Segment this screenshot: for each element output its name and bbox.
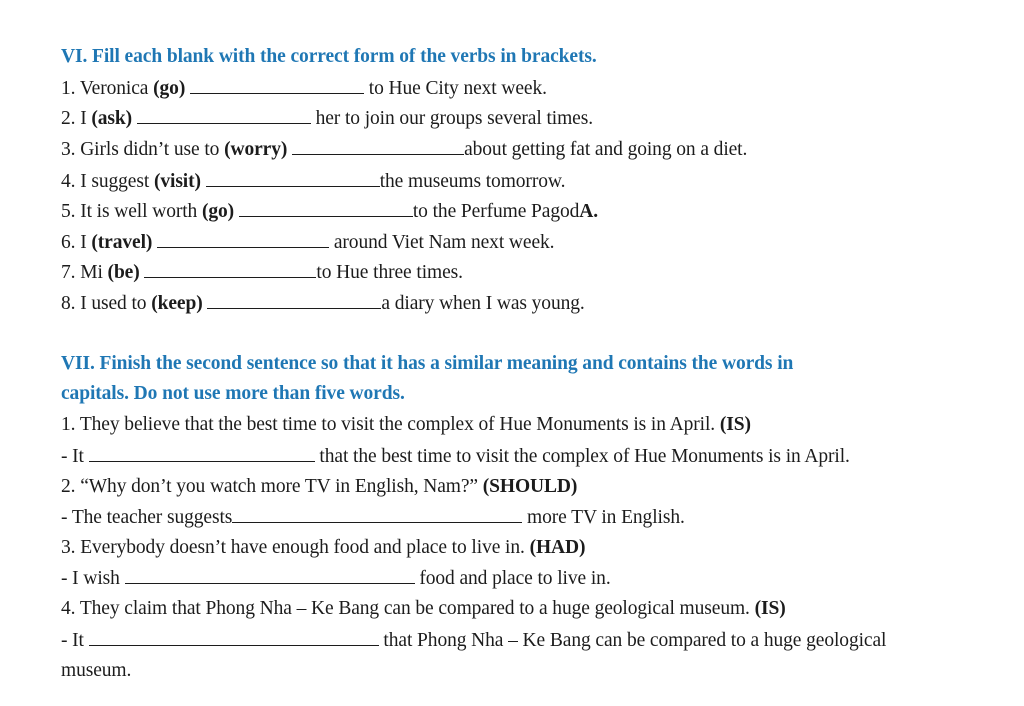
answer-blank[interactable] <box>207 291 381 309</box>
answer-blank[interactable] <box>239 199 413 217</box>
answer-blank[interactable] <box>89 628 379 646</box>
exercise-7-answer-4: - It that Phong Nha – Ke Bang can be compared to a huge geological <box>61 630 887 651</box>
answer-blank[interactable] <box>89 444 315 462</box>
exercise-6-item-1: 1. Veronica (go) to Hue City next week. <box>61 78 547 99</box>
section-7-title-line-1: VII. Finish the second sentence so that it has a similar meaning and contains the words in <box>61 353 794 374</box>
exercise-6-item-3: 3. Girls didn’t use to (worry) about getting fat and going on a diet. <box>61 139 748 160</box>
exercise-7-question-2: 2. “Why don’t you watch more TV in English, Nam?” (SHOULD) <box>61 476 578 497</box>
exercise-7-answer-4-continued: museum. <box>61 660 132 681</box>
answer-blank[interactable] <box>125 566 415 584</box>
exercise-6-item-6: 6. I (travel) around Viet Nam next week. <box>61 232 555 253</box>
answer-blank[interactable] <box>292 137 464 155</box>
exercise-6-item-8: 8. I used to (keep) a diary when I was young. <box>61 293 585 314</box>
answer-blank[interactable] <box>137 106 311 124</box>
exercise-6-item-2: 2. I (ask) her to join our groups several times. <box>61 108 593 129</box>
exercise-6-item-7: 7. Mi (be) to Hue three times. <box>61 262 463 283</box>
answer-blank[interactable] <box>232 505 522 523</box>
section-6-title: VI. Fill each blank with the correct form of the verbs in brackets. <box>61 46 597 67</box>
exercise-7-question-4: 4. They claim that Phong Nha – Ke Bang can be compared to a huge geological museum. (IS) <box>61 598 786 619</box>
exercise-7-answer-3: - I wish food and place to live in. <box>61 568 611 589</box>
exercise-6-item-4: 4. I suggest (visit) the museums tomorrow. <box>61 171 566 192</box>
exercise-7-question-3: 3. Everybody doesn’t have enough food and place to live in. (HAD) <box>61 537 586 558</box>
answer-blank[interactable] <box>157 230 329 248</box>
exercise-7-answer-2: - The teacher suggests more TV in English. <box>61 507 685 528</box>
answer-blank[interactable] <box>144 260 316 278</box>
answer-blank[interactable] <box>190 76 364 94</box>
exercise-7-answer-1: - It that the best time to visit the complex of Hue Monuments is in April. <box>61 446 850 467</box>
section-7-title-line-2: capitals. Do not use more than five words. <box>61 383 405 404</box>
answer-blank[interactable] <box>206 169 380 187</box>
exercise-7-question-1: 1. They believe that the best time to visit the complex of Hue Monuments is in April. (IS) <box>61 414 751 435</box>
exercise-6-item-5: 5. It is well worth (go) to the Perfume PagodA. <box>61 201 599 222</box>
